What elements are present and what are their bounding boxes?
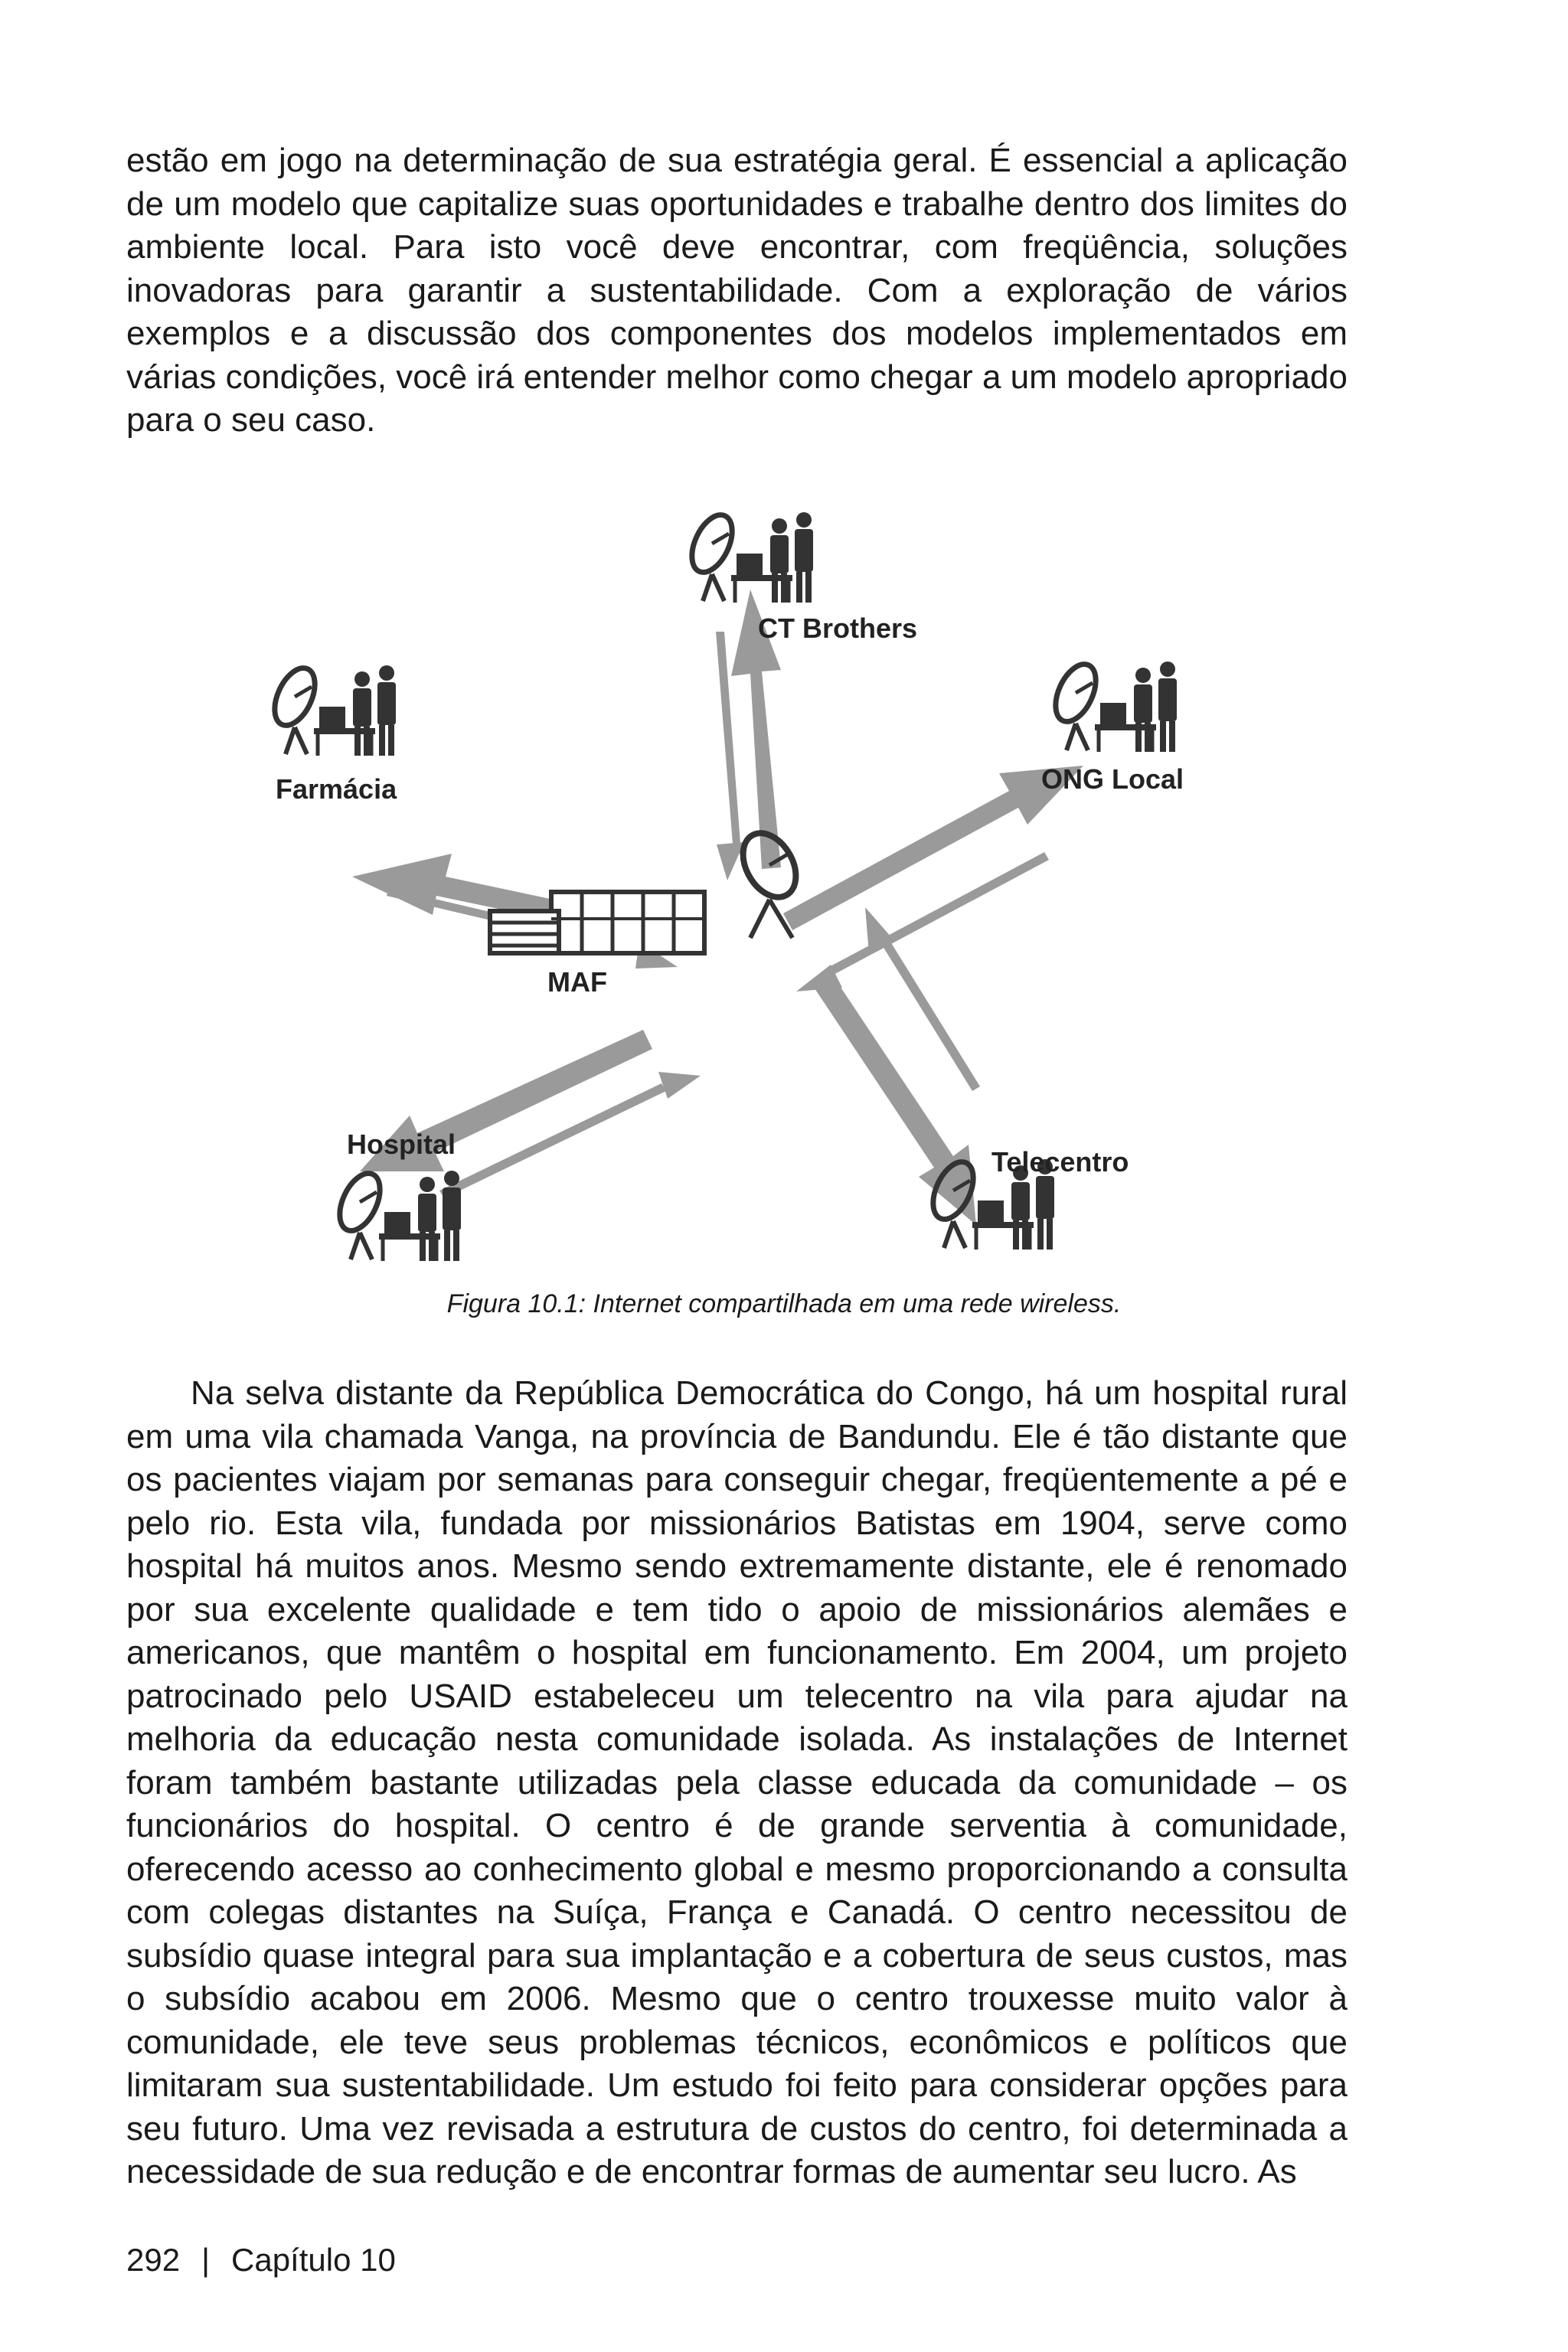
chapter-label: Capítulo 10 [231,2242,396,2278]
label-telecentro: Telecentro [991,1146,1129,1178]
footer-separator: | [201,2242,210,2278]
page-number: 292 [126,2242,181,2278]
label-ct-brothers: CT Brothers [758,612,918,644]
farmacia-station-icon [266,662,396,756]
ong-local-station-icon [1047,658,1177,752]
wireless-network-figure [260,494,1256,1275]
arrow-to-telecentro [812,907,980,1225]
arrow-to-hospital [360,1030,701,1198]
label-maf: MAF [547,966,607,998]
paragraph-vanga: Na selva distante da República Democrática do Congo, há um hospital rural em uma vila chamada Vanga, na província de Bandundu. Ele é tão distante que os pacientes viajam por semanas para conseguir chegar, freqüentemente a pé e pelo rio. Esta vila, fundada por missionários Batistas em 1904, serve como hospital há muitos anos. Mesmo sendo extremamente distante, ele é renomado por sua excelente qualidade e tem tido o apoio de missionários alemães e americanos, que mantêm o hospital em funcionamento. Em 2004, um projeto patrocinado pelo USAID estabeleceu um telecentro na vila para ajudar na melhoria da educação nesta comunidade isolada. As instalações de Internet foram também bastante utilizadas pela classe educada da comunidade – os funcionários do hospital. O centro é de grande serventia à comunidade, oferecendo acesso ao conhecimento global e mesmo proporcionando a consulta com colegas distantes na Suíça, França e Canadá. O centro necessitou de subsídio quase integral para sua implantação e a cobertura de seus custos, mas o subsídio acabou em 2006. Mesmo que o centro trouxesse muito valor à comunidade, ele teve seus problemas técnicos, econômicos e políticos que limitaram sua sustentabilidade. Um estudo foi feito para considerar opções para seu futuro. Uma vez revisada a estrutura de custos do centro, foi determinada a necessidade de sua redução e de encontrar formas de aumentar seu lucro. As [126,1374,1348,2190]
figure-caption: Figura 10.1: Internet compartilhada em uma rede wireless. [446,1289,1122,1318]
paragraph-intro: estão em jogo na determinação de sua estratégia geral. É essencial a aplicação de um modelo que capitalize suas oportunidades e trabalhe dentro dos limites do ambiente local. Para isto você deve encontrar, com freqüência, soluções inovadoras para garantir a sustentabilidade. Com a exploração de vários exemplos e a discussão dos componentes dos modelos implementados em várias condições, você irá entender melhor como chegar a um modelo apropriado para o seu caso. [126,142,1348,439]
hospital-station-icon [332,1167,461,1261]
label-ong-local: ONG Local [1041,763,1184,795]
page-footer [126,2242,396,2278]
label-hospital: Hospital [347,1129,456,1160]
ct-brothers-station-icon [684,508,813,603]
arrow-to-ong-local [783,766,1083,991]
label-farmacia: Farmácia [276,773,397,805]
